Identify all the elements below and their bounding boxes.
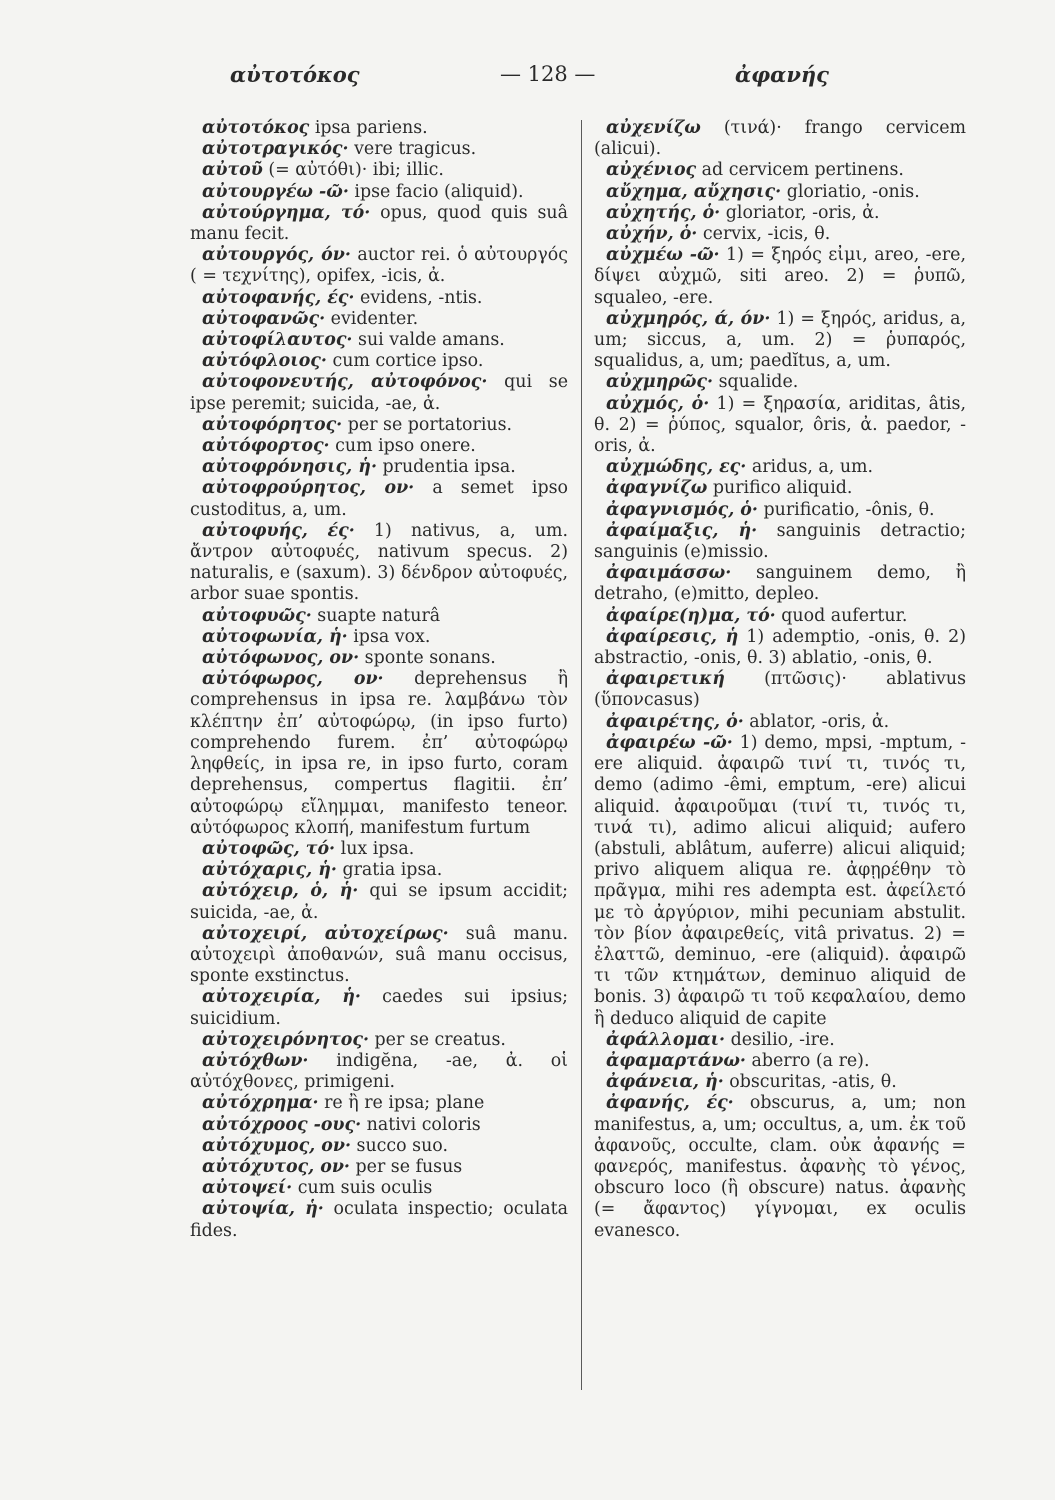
dictionary-entry (594, 478, 966, 499)
entry-headword: αὐτοφῶς, τό· (202, 838, 336, 859)
entry-definition: purifico aliquid. (712, 478, 853, 499)
dictionary-entry (190, 924, 568, 988)
entry-headword: ἀφαγνισμός, ὁ· (606, 499, 758, 520)
column-divider (581, 120, 582, 1390)
dictionary-entry (190, 160, 568, 181)
entry-definition: lux ipsa. (340, 838, 415, 859)
dictionary-entry (594, 627, 966, 669)
dictionary-entry (190, 478, 568, 520)
dictionary-entry (594, 224, 966, 245)
entry-definition: 1) ademptio, -onis, θ. 2) abstractio, -onis, θ. 3) ablatio, -onis, θ. (594, 626, 966, 669)
entry-headword: ἀφάλλομαι· (606, 1029, 726, 1050)
dictionary-entry (190, 1157, 568, 1178)
entry-headword: αὐτοφίλαυτος· (202, 330, 353, 351)
dictionary-entry (190, 309, 568, 330)
entry-definition: re ἢ re ipsa; plane (324, 1093, 485, 1114)
entry-definition: sui valde amans. (358, 330, 505, 351)
dictionary-entry (594, 245, 966, 309)
dictionary-entry (190, 669, 568, 839)
entry-headword: αὐτοτραγικός· (202, 139, 349, 160)
entry-definition: (πτῶσις)· ablativus (ὕπονcasus) (594, 669, 967, 711)
entry-headword: αὐτόχθων· (202, 1050, 309, 1071)
entry-definition: quod aufertur. (781, 605, 908, 626)
entry-headword: ἀφαιρετική (606, 669, 725, 690)
entry-headword: αὐτοφόρητος· (202, 414, 343, 435)
entry-headword: αὐτοφωνία, ἡ· (202, 626, 348, 647)
entry-definition: vere tragicus. (354, 139, 477, 160)
dictionary-entry (594, 669, 966, 711)
dictionary-entry (594, 203, 966, 224)
entry-definition: sanguinis detractio; sanguinis (e)missio. (594, 520, 966, 563)
entry-definition: squalide. (718, 372, 799, 393)
dictionary-entry (190, 1030, 568, 1051)
entry-headword: αὐτοφονευτής, αὐτοφόνος· (202, 372, 488, 393)
entry-definition: 1) nativus, a, um. ἄντρον αὐτοφυές, nativum specus. 2) naturalis, e (saxum). 3) δένδρον αὐτοφυές, arbor suae spontis. (190, 520, 568, 605)
entry-definition: ipsa pariens. (314, 118, 428, 138)
entry-headword: ἀφάνεια, ἡ· (606, 1072, 724, 1093)
dictionary-entry (594, 521, 966, 563)
entry-definition: cervix, -icis, θ. (702, 224, 831, 245)
entry-headword: ἀφαιρέω -ῶ· (606, 732, 733, 753)
dictionary-entry (190, 182, 568, 203)
dictionary-entry (190, 118, 568, 139)
entry-headword: ἀφαίμαξις, ἡ· (606, 520, 758, 541)
dictionary-entry (594, 372, 966, 393)
dictionary-entry (594, 182, 966, 203)
dictionary-entry (190, 351, 568, 372)
entry-definition: succo suo. (356, 1135, 448, 1156)
running-head-left: αὐτοτόκος (230, 62, 360, 87)
entry-headword: αὐτουργός, όν· (202, 245, 351, 266)
dictionary-entry (190, 1115, 568, 1136)
dictionary-entry (190, 1178, 568, 1199)
entry-definition: obscuritas, -atis, θ. (729, 1072, 897, 1093)
entry-headword: αὐτόχαρις, ἡ· (202, 860, 337, 881)
dictionary-entry (594, 394, 966, 458)
dictionary-entry (190, 1136, 568, 1157)
dictionary-entry (594, 563, 966, 605)
left-column (190, 118, 568, 1242)
entry-headword: αὐτοφυῶς· (202, 605, 312, 626)
entry-definition: 1) = ξηρασία, ariditas, âtis, θ. 2) = ῥύπος, squalor, ôris, ἀ. paedor, -oris, ἀ. (594, 393, 966, 457)
dictionary-entry (190, 457, 568, 478)
dictionary-entry (190, 372, 568, 414)
dictionary-entry (190, 1199, 568, 1241)
entry-definition: (τινά)· frango cervicem (alicui). (594, 118, 966, 160)
dictionary-entry (594, 1093, 966, 1241)
entry-definition: gloriatio, -onis. (786, 181, 920, 202)
right-column (594, 118, 966, 1242)
entry-definition: obscurus, a, um; non manifestus, a, um; occultus, a, um. ἐκ τοῦ ἀφανοῦς, occulte, clam. οὐκ ἀφανής = φανερός, manifestus. ἀφανὴς τὸ γένος, obscuro loco (ἢ obscure) natus. ἀφανὴς (= ἄφαντος) γίγνομαι, ex oculis evanesco. (594, 1093, 967, 1241)
entry-definition: 1) demo, mpsi, -mptum, -ere aliquid. ἀφαιρῶ τινί τι, τινός τι, demo (adimo -êmi, emptum, -ere) alicui aliquid. ἀφαιροῦμαι (τινί τι, τινός τι, τινά τι), adimo alicui aliquid; aufero (abstuli, ablâtum, auferre) alicui aliquid; privo aliquem aliqua re. ἀφῃρέθην τὸ πρᾶγμα, mihi res adempta est. ἀφείλετό με τὸ ἀργύριον, mihi pecuniam abstulit. τὸν βίον ἀφαιρεθείς, vitâ privatus. 2) = ἐλαττῶ, deminuo, -ere (aliquid). ἀφαιρῶ τι τῶν κτημάτων, deminuo aliquid de bonis. 3) ἀφαιρῶ τι τοῦ κεφαλαίου, demo ἢ deduco aliquid de capite (594, 732, 966, 1029)
entry-definition: ad cervicem pertinens. (701, 160, 904, 181)
entry-headword: αὐτοχειρί, αὐτοχείρως· (202, 923, 449, 944)
dictionary-entry (190, 245, 568, 287)
entry-headword: αὐτόχειρ, ὁ, ἡ· (202, 881, 359, 902)
entry-definition: deprehensus ἢ comprehensus in ipsa re. λαμβάνω τὸν κλέπτην ἐπ’ αὐτοφώρῳ, (in ipso furto) comprehendo furem. ἐπ’ αὐτοφώρῳ ληφθείς, in ipsa re, in ipso furto, coram deprehensus, compertus flagitii. ἐπ’ αὐτοφώρῳ εἴλημμαι, manifesto teneor. αὐτόφωρος κλοπή, manifestum furtum (190, 669, 568, 838)
dictionary-entry (594, 500, 966, 521)
dictionary-entry (190, 203, 568, 245)
running-head-right: ἀφανής (735, 62, 829, 87)
entry-headword: αὐτοφρόνησις, ἡ· (202, 457, 377, 478)
entry-headword: αὐχμέω -ῶ· (606, 245, 720, 266)
entry-headword: ἀφανής, ές· (606, 1093, 734, 1114)
entry-definition: suapte naturâ (317, 605, 441, 626)
entry-headword: ἀφαμαρτάνω· (606, 1050, 746, 1071)
entry-definition: 1) = ξηρός, aridus, a, um; siccus, a, um. 2) = ῥυπαρός, squalidus, a, um; paedĭtus, a, um. (594, 308, 967, 372)
entry-headword: αὐτουργέω -ῶ· (202, 181, 349, 202)
dictionary-entry (190, 521, 568, 606)
entry-headword: αὐτόχυτος, ον· (202, 1156, 350, 1177)
entry-definition: aberro (a re). (751, 1050, 870, 1071)
entry-headword: ἀφαιμάσσω· (606, 563, 732, 584)
entry-definition: qui se ipsum accidit; suicida, -ae, ἀ. (190, 881, 568, 923)
page-number: — 128 — (500, 62, 596, 86)
dictionary-entry (190, 839, 568, 860)
page-header (0, 62, 1055, 92)
dictionary-entry (190, 860, 568, 881)
dictionary-entry (594, 457, 966, 478)
entry-definition: opus, quod quis suâ manu fecit. (190, 202, 568, 245)
entry-headword: ἀφαγνίζω (606, 478, 708, 499)
entry-headword: αὐτοφυής, ές· (202, 520, 355, 541)
entry-definition: per se portatorius. (347, 414, 513, 435)
dictionary-entry (594, 1051, 966, 1072)
dictionary-entry (594, 606, 966, 627)
entry-definition: cum cortice ipso. (332, 351, 484, 372)
entry-headword: αὐτοχειρόνητος· (202, 1029, 369, 1050)
entry-definition: aridus, a, um. (751, 457, 874, 478)
entry-definition: cum ipso onere. (335, 436, 476, 457)
entry-headword: ἀφαίρε(η)μα, τό· (606, 605, 776, 626)
entry-headword: αὐτόφλοιος· (202, 351, 327, 372)
entry-definition: per se creatus. (374, 1029, 506, 1050)
entry-headword: αὐτόχροος -ους· (202, 1114, 362, 1135)
entry-headword: αὐτόχρημα· (202, 1093, 319, 1114)
entry-definition: gratia ipsa. (342, 860, 443, 881)
dictionary-entry (594, 309, 966, 373)
entry-headword: αὐχήν, ὁ· (606, 224, 698, 245)
dictionary-entry (594, 118, 966, 160)
dictionary-entry (190, 627, 568, 648)
entry-definition: oculata inspectio; oculata fides. (190, 1199, 569, 1241)
entry-definition: a semet ipso custoditus, a, um. (190, 478, 568, 520)
entry-definition: ipsa vox. (353, 626, 431, 647)
dictionary-entry (190, 987, 568, 1029)
entry-headword: αὐτοψία, ἡ· (202, 1199, 324, 1220)
entry-definition: sanguinem demo, ἢ detraho, (e)mitto, depleo. (594, 563, 966, 605)
entry-definition: 1) = ξηρός εἰμι, areo, -ere, δίψει αὐχμῶ, siti areo. 2) = ῥυπῶ, squaleo, -ere. (594, 245, 966, 308)
entry-headword: αὐτόφωνος, ον· (202, 648, 360, 669)
entry-headword: αὐτόχυμος, ον· (202, 1135, 352, 1156)
entry-definition: nativi coloris (366, 1114, 481, 1135)
dictionary-entry (190, 436, 568, 457)
dictionary-entry (190, 415, 568, 436)
entry-definition: evidens, -ntis. (360, 287, 483, 308)
entry-headword: αὐτοφανής, ές· (202, 287, 355, 308)
entry-definition: ipse facio (aliquid). (354, 181, 524, 202)
dictionary-entry (594, 1072, 966, 1093)
dictionary-entry (594, 1030, 966, 1051)
entry-headword: ἀφαίρεσις, ἡ (606, 626, 739, 647)
entry-headword: αὐχμηρῶς· (606, 372, 714, 393)
entry-definition: per se fusus (355, 1156, 463, 1177)
entry-definition: desilio, -ire. (730, 1029, 835, 1050)
dictionary-entry (190, 139, 568, 160)
entry-definition: prudentia ipsa. (382, 457, 516, 478)
entry-definition: suâ manu. αὐτοχειρὶ ἀποθανών, suâ manu occisus, sponte exstinctus. (190, 923, 568, 987)
entry-headword: αὐχητής, ὁ· (606, 202, 721, 223)
entry-headword: αὐτόφορτος· (202, 436, 330, 457)
entry-definition: (= αὐτόθι)· ibi; illic. (268, 160, 444, 181)
entry-headword: αὔχημα, αὔχησις· (606, 181, 782, 202)
entry-definition: ablator, -oris, ἀ. (749, 711, 890, 732)
entry-definition: sponte sonans. (364, 648, 496, 669)
dictionary-entry (190, 330, 568, 351)
dictionary-entry (190, 288, 568, 309)
entry-definition: purificatio, -ônis, θ. (763, 499, 935, 520)
entry-headword: αὐχένιος (606, 160, 697, 181)
dictionary-entry (190, 1051, 568, 1093)
entry-definition: indigĕna, -ae, ἀ. οἱ αὐτόχθονες, primigeni. (190, 1050, 568, 1093)
entry-headword: αὐτοφρούρητος, ον· (202, 478, 415, 499)
entry-headword: αὐτοφανῶς· (202, 308, 326, 329)
entry-headword: αὐχενίζω (606, 118, 701, 138)
entry-headword: αὐτοῦ (202, 160, 263, 181)
entry-headword: αὐτοχειρία, ἡ· (202, 987, 361, 1008)
entry-headword: αὐχμηρός, ά, όν· (606, 308, 771, 329)
dictionary-entry (594, 712, 966, 733)
dictionary-entry (190, 606, 568, 627)
entry-definition: evidenter. (330, 308, 419, 329)
dictionary-entry (190, 1093, 568, 1114)
dictionary-entry (594, 733, 966, 1030)
entry-headword: αὐχμώδης, ες· (606, 457, 747, 478)
entry-definition: auctor rei. ὁ αὐτουργός ( = τεχνίτης), opifex, -icis, ἀ. (190, 245, 568, 287)
entry-headword: αὐτοψεί· (202, 1178, 293, 1199)
dictionary-entry (190, 648, 568, 669)
entry-definition: cum suis oculis (297, 1178, 433, 1199)
entry-headword: αὐτοτόκος (202, 118, 310, 138)
entry-headword: ἀφαιρέτης, ὁ· (606, 711, 744, 732)
entry-definition: gloriator, -oris, ἀ. (725, 202, 880, 223)
entry-headword: αὐτόφωρος, ον· (202, 669, 384, 690)
dictionary-entry (594, 160, 966, 181)
dictionary-entry (190, 881, 568, 923)
entry-definition: qui se ipse peremit; suicida, -ae, ἀ. (190, 372, 569, 414)
entry-definition: caedes sui ipsius; suicidium. (190, 987, 569, 1029)
entry-headword: αὐτούργημα, τό· (202, 202, 371, 223)
entry-headword: αὐχμός, ὁ· (606, 393, 710, 414)
